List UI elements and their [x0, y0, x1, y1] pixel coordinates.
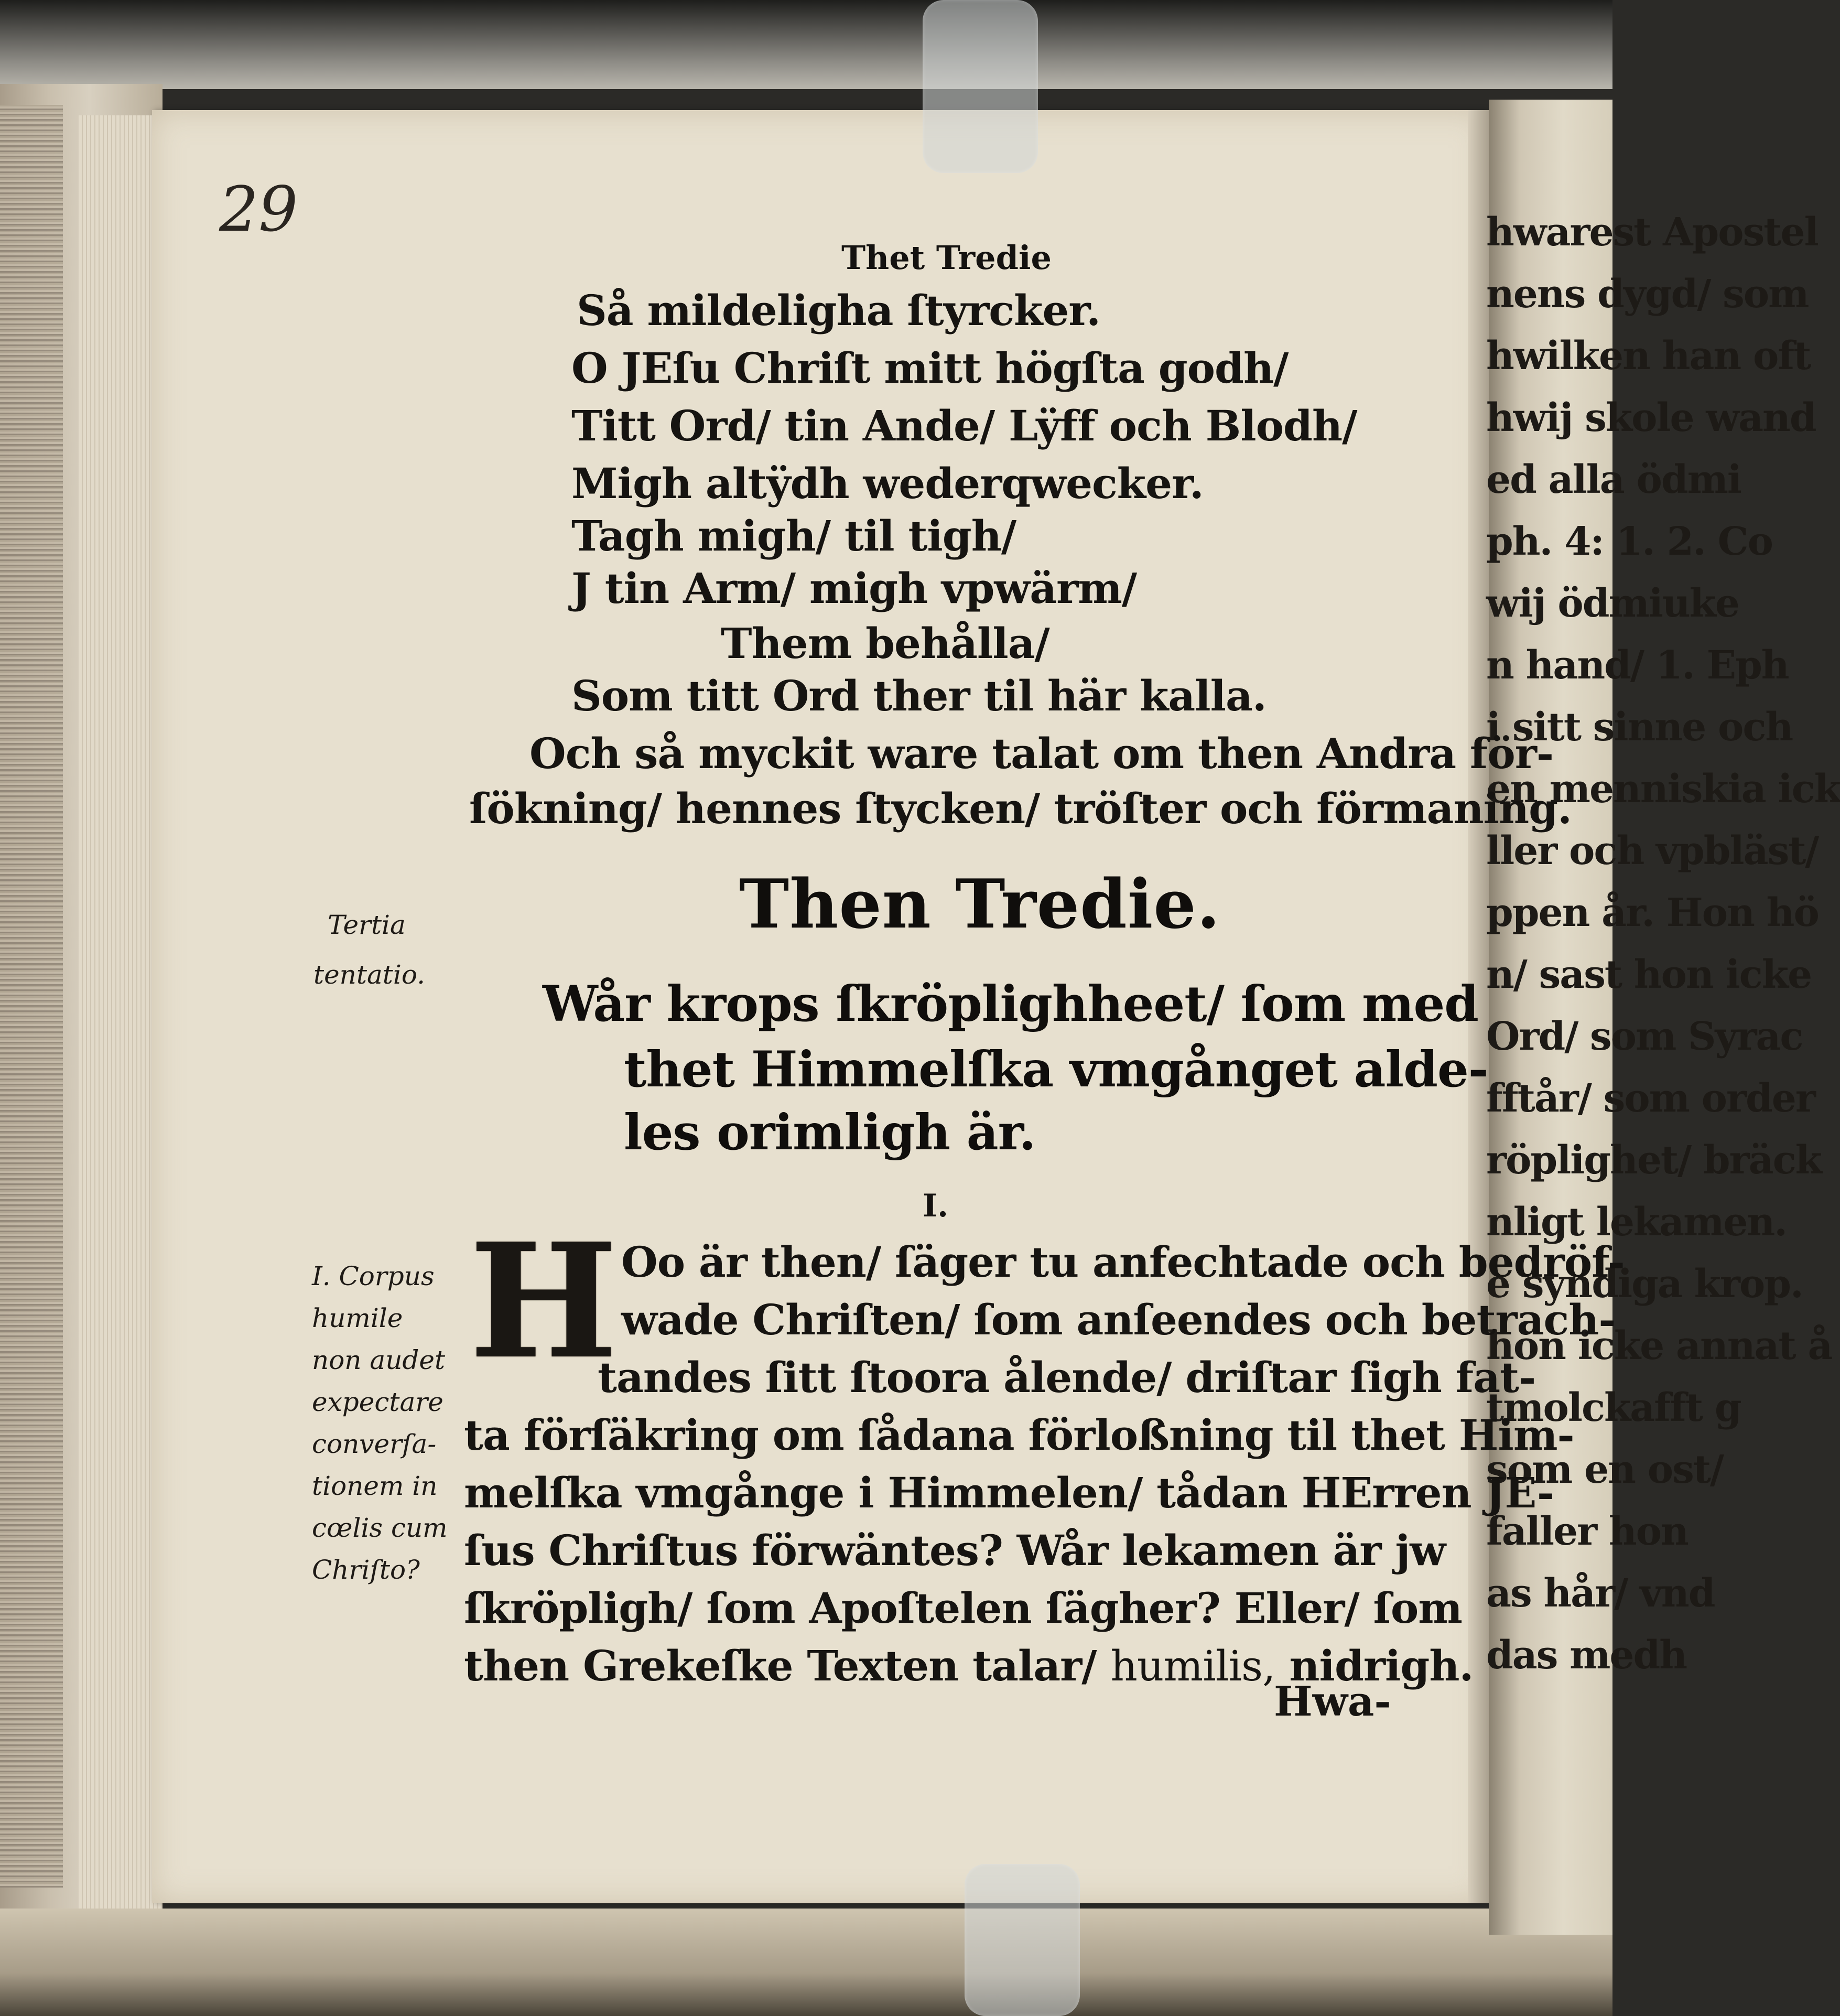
- verse-line: Titt Ord/ tin Ande/ Lÿff och Blodh/: [571, 401, 1357, 450]
- page-edges-fore: [0, 105, 63, 1888]
- facing-page-line: ph. 4: 1. 2. Co: [1486, 519, 1772, 564]
- page-number: 29: [219, 173, 298, 245]
- facing-page-line: ppen år. Hon hö: [1486, 890, 1819, 935]
- closing-line: Och så myckit ware talat om then Andra för-: [529, 729, 1554, 778]
- verse-line: Them behålla/: [721, 619, 1049, 668]
- body-line: ſus Chriſtus förwäntes? Wår lekamen är jw: [464, 1526, 1446, 1575]
- verse-line: Så mildeligha ſtyrcker.: [577, 286, 1100, 335]
- facing-page-line: n/ sast hon icke: [1486, 952, 1812, 997]
- facing-page-line: hwij skole wand: [1486, 395, 1816, 440]
- facing-page-line: as hår/ vnd: [1486, 1571, 1715, 1616]
- margin-note-line: expectare: [312, 1387, 443, 1417]
- facing-page-line: som en ost/: [1486, 1447, 1723, 1492]
- body-text: nidrigh.: [1289, 1641, 1474, 1690]
- scanner-backdrop: [0, 0, 1612, 89]
- facing-page-line: hon icke annat å: [1486, 1323, 1832, 1368]
- verse-line: Migh altÿdh wederqwecker.: [571, 459, 1204, 508]
- facing-page-line: hwarest Apostel: [1486, 210, 1818, 255]
- facing-page-line: wij ödmiuke: [1486, 581, 1739, 626]
- decorated-initial: H: [469, 1209, 618, 1394]
- subheading-line: les orimligh är.: [624, 1104, 1036, 1161]
- verse-line: Som titt Ord ther til här kalla.: [571, 671, 1267, 720]
- margin-note-line: converſa-: [312, 1429, 437, 1459]
- subheading-line: Wår krops ſkröplighheet/ ſom med: [543, 975, 1479, 1033]
- facing-page-line: fftår/ som order: [1486, 1076, 1815, 1121]
- margin-note-line: I. Corpus: [312, 1261, 435, 1291]
- margin-note-line: tionem in: [312, 1471, 438, 1501]
- facing-page-line: faller hon: [1486, 1509, 1688, 1554]
- body-text: then Grekeſke Texten talar/: [464, 1641, 1097, 1690]
- facing-page-line: ller och vpbläst/: [1486, 828, 1819, 874]
- body-line: ta förſäkring om ſådana förloßning til thet Him-: [464, 1410, 1574, 1460]
- body-line: ſkröpligh/ ſom Apoſtelen ſägher? Eller/ ſom: [464, 1583, 1462, 1633]
- facing-page-line: das medh: [1486, 1633, 1687, 1678]
- latin-word: humilis,: [1110, 1642, 1275, 1690]
- facing-page-line: ed alla ödmi: [1486, 457, 1741, 502]
- facing-page-line: tmolckafft g: [1486, 1385, 1741, 1430]
- section-heading: Then Tredie.: [739, 865, 1221, 944]
- facing-page-line: Ord/ som Syrac: [1486, 1014, 1803, 1059]
- facing-page-line: nligt lekamen.: [1486, 1200, 1787, 1245]
- margin-note-line: tentatio.: [313, 960, 425, 990]
- page-clip-bottom: [965, 1864, 1080, 2016]
- facing-page-line: hwilken han oft: [1486, 333, 1811, 379]
- margin-note-line: cœlis cum: [312, 1513, 448, 1543]
- facing-page-line: nens dygd/ som: [1486, 272, 1809, 317]
- margin-note-line: Tertia: [328, 910, 406, 940]
- margin-note-line: humile: [312, 1303, 403, 1333]
- verse-line: Tagh migh/ til tigh/: [571, 511, 1016, 560]
- book-bottom-edge: [0, 1909, 1612, 2016]
- running-title: Thet Tredie: [841, 239, 1052, 277]
- facing-page-line: i sitt sinne och: [1486, 705, 1793, 750]
- body-line: tandes ſitt ſtoora ålende/ driſtar ſigh fat-: [598, 1353, 1536, 1402]
- facing-page-line: n hand/ 1. Eph: [1486, 643, 1789, 688]
- body-line: melſka vmgånge i Himmelen/ tådan HErren JE-: [464, 1468, 1554, 1517]
- facing-page-line: e syndiga krop.: [1486, 1262, 1803, 1307]
- section-number: I.: [923, 1188, 948, 1224]
- closing-line: ſökning/ hennes ſtycken/ tröſter och förmaning.: [469, 784, 1572, 833]
- verse-line: O JEſu Chriſt mitt högſta godh/: [571, 343, 1289, 393]
- verse-line: J tin Arm/ migh vpwärm/: [571, 564, 1137, 613]
- page-clip-top: [923, 0, 1038, 173]
- body-line: Oo är then/ ſäger tu anfechtade och bedröf-: [621, 1237, 1625, 1287]
- facing-page-line: röplighet/ bräck: [1486, 1138, 1821, 1183]
- subheading-line: thet Himmelſka vmgånget alde-: [624, 1041, 1488, 1098]
- margin-note-line: non audet: [312, 1345, 446, 1375]
- margin-note-line: Chriſto?: [312, 1555, 420, 1585]
- stacked-pages: [79, 115, 163, 1935]
- facing-page-line: en menniskia ick: [1486, 767, 1840, 812]
- body-line: wade Chriſten/ ſom anſeendes och betrach-: [621, 1295, 1616, 1344]
- catchword: Hwa-: [1274, 1678, 1391, 1726]
